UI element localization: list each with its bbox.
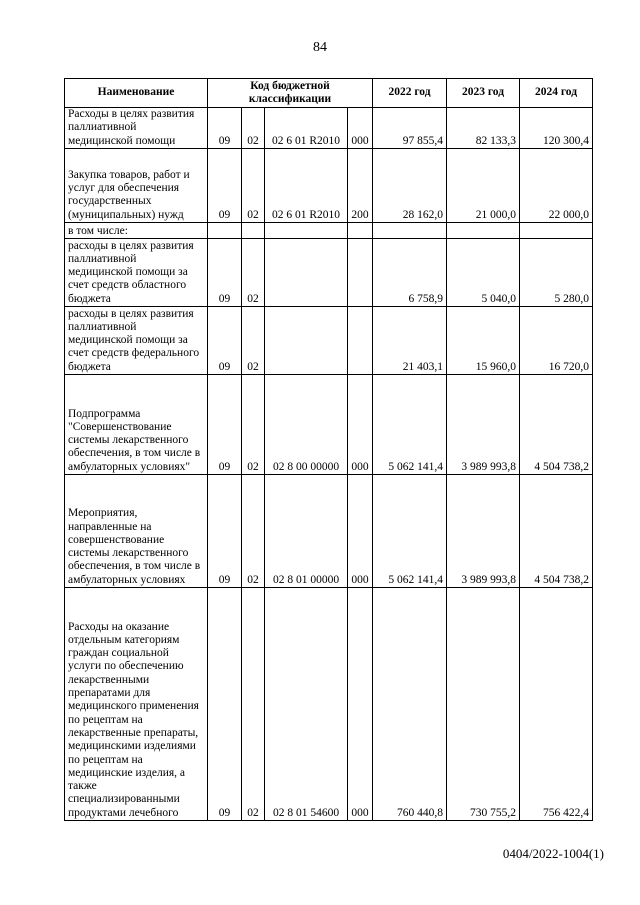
row-value-2023: 3 989 993,8 — [447, 375, 520, 475]
row-name: Подпрограмма "Совершенствование системы лекарственного обеспечения, в том числе в амбулаторных условиях" — [65, 375, 208, 475]
row-section: 09 — [208, 475, 242, 588]
row-target-article: 02 6 01 R2010 — [265, 149, 348, 223]
row-value-2022: 5 062 141,4 — [373, 475, 447, 588]
header-name: Наименование — [65, 79, 208, 108]
row-expense-type — [348, 239, 373, 307]
row-value-2024 — [520, 223, 593, 239]
row-subsection: 02 — [242, 375, 265, 475]
row-name: Мероприятия, направленные на совершенствование системы лекарственного обеспечения, в том числе в амбулаторных условиях — [65, 475, 208, 588]
header-2022: 2022 год — [373, 79, 447, 108]
row-subsection: 02 — [242, 307, 265, 375]
row-value-2023: 82 133,3 — [447, 108, 520, 149]
row-expense-type: 000 — [348, 475, 373, 588]
table-header-row — [65, 79, 593, 108]
row-name: в том числе: — [65, 223, 208, 239]
row-section: 09 — [208, 307, 242, 375]
row-target-article — [265, 307, 348, 375]
table-row — [65, 108, 593, 149]
row-subsection: 02 — [242, 108, 265, 149]
row-value-2022: 21 403,1 — [373, 307, 447, 375]
row-target-article: 02 8 01 54600 — [265, 588, 348, 821]
row-value-2023: 15 960,0 — [447, 307, 520, 375]
row-section: 09 — [208, 108, 242, 149]
header-code: Код бюджетной классификации — [208, 79, 373, 108]
header-2023: 2023 год — [447, 79, 520, 108]
row-section: 09 — [208, 375, 242, 475]
row-value-2022: 28 162,0 — [373, 149, 447, 223]
row-value-2024: 4 504 738,2 — [520, 375, 593, 475]
row-name: расходы в целях развития паллиативной медицинской помощи за счет средств федерального бюджета — [65, 307, 208, 375]
table-row — [65, 588, 593, 821]
row-target-article: 02 8 01 00000 — [265, 475, 348, 588]
row-name: Расходы на оказание отдельным категориям граждан социальной услуги по обеспечению лекарственными препаратами для медицинского применения по рецептам на лекарственные препараты, медицинскими изделиями по рецептам на медицинские изделия, а также специализированными продуктами лечебного — [65, 588, 208, 821]
row-value-2022: 760 440,8 — [373, 588, 447, 821]
row-value-2022: 97 855,4 — [373, 108, 447, 149]
table-row — [65, 149, 593, 223]
row-expense-type: 000 — [348, 588, 373, 821]
header-2024: 2024 год — [520, 79, 593, 108]
row-value-2023: 730 755,2 — [447, 588, 520, 821]
row-expense-type — [348, 307, 373, 375]
row-value-2022 — [373, 223, 447, 239]
table-row — [65, 475, 593, 588]
row-subsection: 02 — [242, 588, 265, 821]
row-target-article: 02 8 00 00000 — [265, 375, 348, 475]
row-section — [208, 223, 242, 239]
row-value-2022: 5 062 141,4 — [373, 375, 447, 475]
row-value-2024: 4 504 738,2 — [520, 475, 593, 588]
row-value-2024: 756 422,4 — [520, 588, 593, 821]
row-expense-type — [348, 223, 373, 239]
document-code: 0404/2022-1004(1) — [502, 846, 604, 861]
table-row — [65, 307, 593, 375]
row-expense-type: 200 — [348, 149, 373, 223]
row-section: 09 — [208, 149, 242, 223]
row-value-2024: 22 000,0 — [520, 149, 593, 223]
row-name: расходы в целях развития паллиативной медицинской помощи за счет средств областного бюджета — [65, 239, 208, 307]
row-value-2023: 3 989 993,8 — [447, 475, 520, 588]
row-value-2023: 5 040,0 — [447, 239, 520, 307]
table-row — [65, 239, 593, 307]
row-subsection: 02 — [242, 239, 265, 307]
row-expense-type: 000 — [348, 108, 373, 149]
budget-table — [64, 78, 593, 821]
row-subsection: 02 — [242, 149, 265, 223]
table-row — [65, 223, 593, 239]
row-value-2024: 120 300,4 — [520, 108, 593, 149]
row-section: 09 — [208, 588, 242, 821]
row-expense-type: 000 — [348, 375, 373, 475]
row-value-2024: 5 280,0 — [520, 239, 593, 307]
row-target-article — [265, 239, 348, 307]
row-subsection: 02 — [242, 475, 265, 588]
row-value-2023 — [447, 223, 520, 239]
row-name: Закупка товаров, работ и услуг для обеспечения государственных (муниципальных) нужд — [65, 149, 208, 223]
row-subsection — [242, 223, 265, 239]
row-value-2022: 6 758,9 — [373, 239, 447, 307]
page-number: 84 — [313, 40, 327, 55]
row-name: Расходы в целях развития паллиативной медицинской помощи — [65, 108, 208, 149]
row-target-article: 02 6 01 R2010 — [265, 108, 348, 149]
row-value-2024: 16 720,0 — [520, 307, 593, 375]
row-value-2023: 21 000,0 — [447, 149, 520, 223]
row-target-article — [265, 223, 348, 239]
table-row — [65, 375, 593, 475]
row-section: 09 — [208, 239, 242, 307]
